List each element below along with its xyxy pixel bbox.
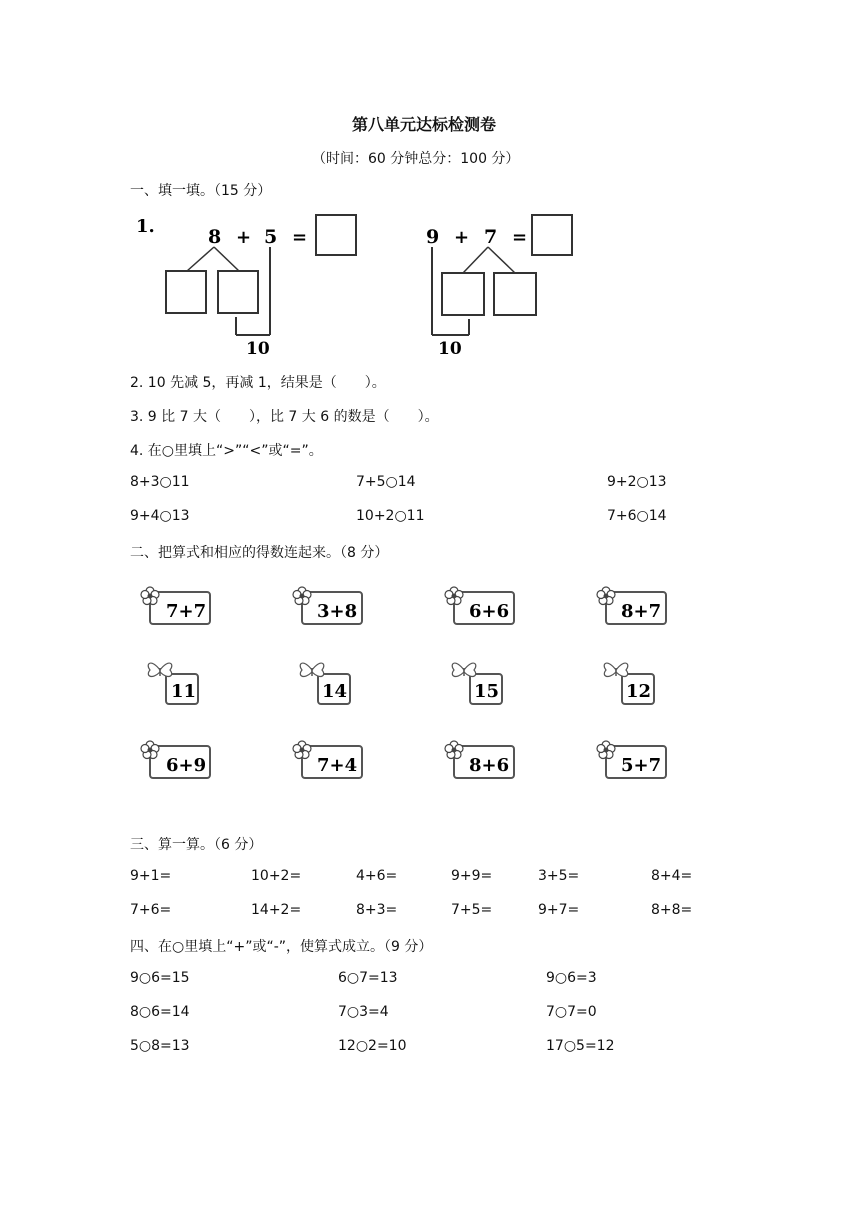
operator-item: 7○7=0 [546,1004,597,1020]
calc-item: 9+9= [451,868,493,884]
q1-right-op: + [454,227,470,248]
answer-card[interactable] [604,663,654,704]
expression-card[interactable] [141,587,210,624]
calc-item: 8+8= [651,902,693,918]
q1-left-equation [166,215,356,359]
section4-heading: 四、在○里填上“+”或“-”，使算式成立。（9 分） [130,939,433,955]
calc-item: 4+6= [356,868,398,884]
operator-item: 6○7=13 [338,970,398,986]
operator-item: 9○6=15 [130,970,190,986]
expression-card[interactable] [597,587,666,624]
answer-text: 15 [474,681,500,702]
operator-item: 17○5=12 [546,1038,615,1054]
compare-item: 10+2○11 [356,508,425,524]
expression-text: 5+7 [621,755,662,776]
expression-card[interactable] [597,741,666,778]
calc-item: 3+5= [538,868,580,884]
expression-text: 8+7 [621,601,662,622]
q1-right-ten: 10 [438,339,462,359]
q1-right-a: 9 [426,226,440,248]
operator-item: 5○8=13 [130,1038,190,1054]
expression-card[interactable] [293,741,362,778]
calc-item: 9+1= [130,868,172,884]
compare-item: 8+3○11 [130,474,190,490]
operator-item: 9○6=3 [546,970,597,986]
q1-left-b: 5 [264,226,278,248]
q1-right-split-box-1[interactable] [442,273,484,315]
expression-card[interactable] [141,741,210,778]
section3-heading: 三、算一算。（6 分） [130,837,263,853]
question-4: 4. 在○里填上“>”“<”或“=”。 [130,443,323,459]
question-2: 2. 10 先减 5，再减 1，结果是（ ）。 [130,375,386,391]
q1-left-split-box-2[interactable] [218,271,258,313]
q1-left-a: 8 [208,226,222,248]
calc-item: 7+6= [130,902,172,918]
answer-text: 14 [322,681,348,702]
q1-left-op: + [236,227,252,248]
compare-item: 9+4○13 [130,508,190,524]
section2-heading: 二、把算式和相应的得数连起来。（8 分） [130,545,389,561]
answer-card[interactable] [300,663,350,704]
operator-item: 7○3=4 [338,1004,389,1020]
expression-text: 7+7 [166,601,207,622]
page-subtitle: （时间：60 分钟总分：100 分） [312,151,520,167]
expression-card[interactable] [293,587,362,624]
q1-number: 1. [136,216,155,237]
page-title: 第八单元达标检测卷 [352,115,497,134]
answer-card[interactable] [148,663,198,704]
calc-item: 14+2= [251,902,302,918]
answer-card[interactable] [452,663,502,704]
answer-text: 11 [171,681,197,702]
q1-right-answer-box[interactable] [532,215,572,255]
expression-card[interactable] [445,587,514,624]
q1-left-split-box-1[interactable] [166,271,206,313]
q1-right-eq: = [512,227,528,248]
expression-card[interactable] [445,741,514,778]
expression-text: 6+6 [469,601,510,622]
matching-area [130,580,690,790]
calc-item: 9+7= [538,902,580,918]
q1-diagram [130,205,600,365]
expression-text: 6+9 [166,755,207,776]
compare-item: 7+6○14 [607,508,667,524]
question-3: 3. 9 比 7 大（ ），比 7 大 6 的数是（ ）。 [130,409,439,425]
q1-right-b: 7 [484,226,498,248]
q1-left-eq: = [292,227,308,248]
expression-text: 3+8 [317,601,358,622]
operator-item: 12○2=10 [338,1038,407,1054]
expression-text: 7+4 [317,755,358,776]
compare-item: 9+2○13 [607,474,667,490]
calc-item: 8+4= [651,868,693,884]
operator-item: 8○6=14 [130,1004,190,1020]
calc-item: 8+3= [356,902,398,918]
calc-item: 7+5= [451,902,493,918]
section1-heading: 一、填一填。（15 分） [130,183,272,199]
answer-text: 12 [626,681,652,702]
expression-text: 8+6 [469,755,510,776]
q1-right-equation [426,215,572,359]
calc-item: 10+2= [251,868,302,884]
q1-right-split-box-2[interactable] [494,273,536,315]
compare-item: 7+5○14 [356,474,416,490]
q1-left-answer-box[interactable] [316,215,356,255]
q1-left-ten: 10 [246,339,270,359]
